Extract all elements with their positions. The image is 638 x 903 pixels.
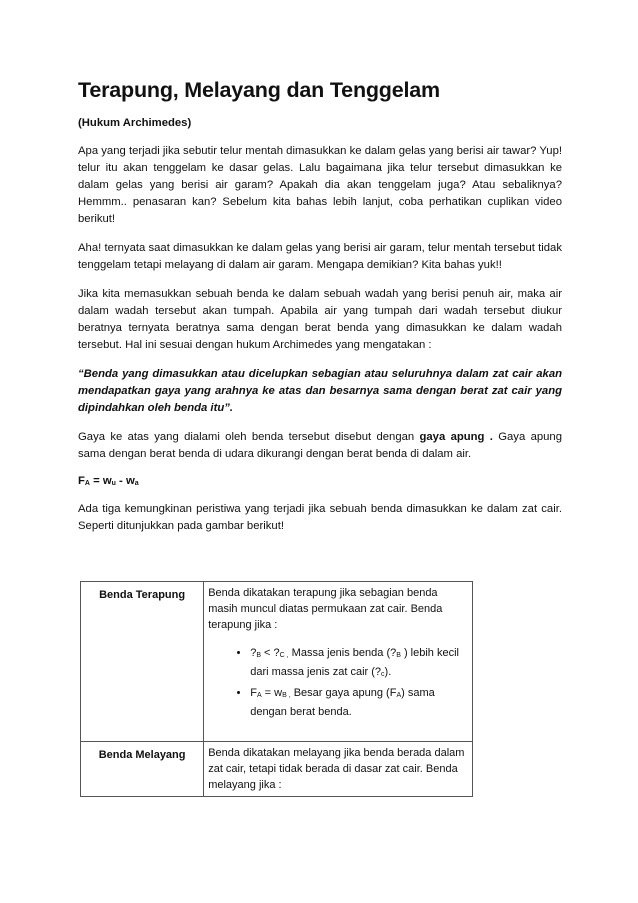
table-cell-terapung	[204, 582, 473, 742]
formula-eq: = w	[89, 475, 112, 487]
paragraph-aha: Aha! ternyata saat dimasukkan ke dalam gelas yang berisi air garam, telur mentah tersebut tidak tenggelam tetapi melayang di dalam air garam. Mengapa demikian? Kita bahas yuk!!	[78, 242, 562, 271]
table-row	[81, 582, 473, 742]
b2-a: F	[250, 687, 257, 699]
subtitle: (Hukum Archimedes)	[78, 117, 192, 129]
table-head-melayang: Benda Melayang	[81, 742, 204, 797]
table-head-terapung: Benda Terapung	[81, 582, 204, 742]
terapung-description: Benda dikatakan terapung jika sebagian benda masih muncul diatas permukaan zat cair. Benda terapung jika :	[208, 587, 443, 631]
page-title: Terapung, Melayang dan Tenggelam	[78, 78, 440, 102]
b1-a: ?	[250, 647, 257, 659]
buoyancy-text-before: Gaya ke atas yang dialami oleh benda tersebut disebut dengan	[78, 431, 420, 443]
paragraph-archimedes: Jika kita memasukkan sebuah benda ke dalam sebuah wadah yang berisi penuh air, maka air dalam wadah tersebut akan tumpah. Apabila air yang tumpah dari wadah tersebut diukur beratnya ternyata beratnya sama dengan berat benda yang dimasukkan ke dalam wadah tersebut. Hal ini sesuai dengan hukum Archimedes yang mengatakan :	[78, 288, 562, 351]
formula-f: F	[78, 475, 85, 487]
buoyancy-text-after: Gaya apung sama dengan berat benda di udara dikurangi dengan berat benda di dalam air.	[78, 431, 562, 460]
buoyancy-formula	[78, 475, 562, 487]
b2-s1: A	[256, 692, 262, 699]
melayang-description: Benda dikatakan melayang jika benda berada dalam zat cair, tetapi tidak berada di dasar zat cair. Benda melayang jika :	[208, 747, 465, 791]
b1-c: Massa jenis benda (?	[288, 647, 397, 659]
b2-s3: A	[396, 692, 402, 699]
b1-s4: c	[381, 671, 385, 678]
b1-b: < ?	[261, 647, 280, 659]
table-cell-melayang	[204, 742, 473, 797]
list-item	[250, 685, 468, 720]
b1-s2: C ,	[279, 652, 289, 659]
formula-sub-water: a	[134, 480, 139, 487]
archimedes-quote: “Benda yang dimasukkan atau dicelupkan sebagian atau seluruhnya dalam zat cair akan mendapatkan gaya yang arahnya ke atas dan besarnya sama dengan berat zat cair yang dipindahkan oleh benda itu”.	[78, 368, 562, 414]
terapung-list	[208, 645, 468, 720]
b1-e: ).	[384, 666, 392, 678]
b2-d: ) sama dengan berat benda.	[250, 687, 435, 718]
table-row	[81, 742, 473, 797]
formula-minus: - w	[115, 475, 135, 487]
formula-sub-u: u	[111, 480, 116, 487]
list-item	[250, 645, 468, 683]
document-page	[78, 78, 562, 547]
b1-s1: B	[256, 652, 261, 659]
paragraph-table-intro: Ada tiga kemungkinan peristiwa yang terjadi jika sebuah benda dimasukkan ke dalam zat cair. Seperti ditunjukkan pada gambar berikut!	[78, 503, 562, 532]
conditions-table	[80, 581, 473, 797]
paragraph-intro: Apa yang terjadi jika sebutir telur mentah dimasukkan ke dalam gelas yang berisi air tawar? Yup! telur itu akan tenggelam ke dasar gelas. Lalu bagaimana jika telur tersebut dimasukkan ke dalam gelas yang berisi air garam? Apakah dia akan tenggelam juga? Atau sebaliknya? Hemmm.. penasaran kan? Sebelum kita bahas lebih lanjut, coba perhatikan cuplikan video berikut!	[78, 145, 562, 225]
b2-c: Besar gaya apung (F	[290, 687, 397, 699]
buoyancy-term: gaya apung .	[419, 431, 493, 443]
b1-d: ) lebih kecil dari massa jenis zat cair (?	[250, 647, 459, 678]
b1-s3: B	[396, 652, 401, 659]
paragraph-buoyancy	[78, 429, 562, 463]
b2-s2: B ,	[282, 692, 291, 699]
formula-sub-a: A	[84, 480, 90, 487]
b2-b: = w	[261, 687, 283, 699]
